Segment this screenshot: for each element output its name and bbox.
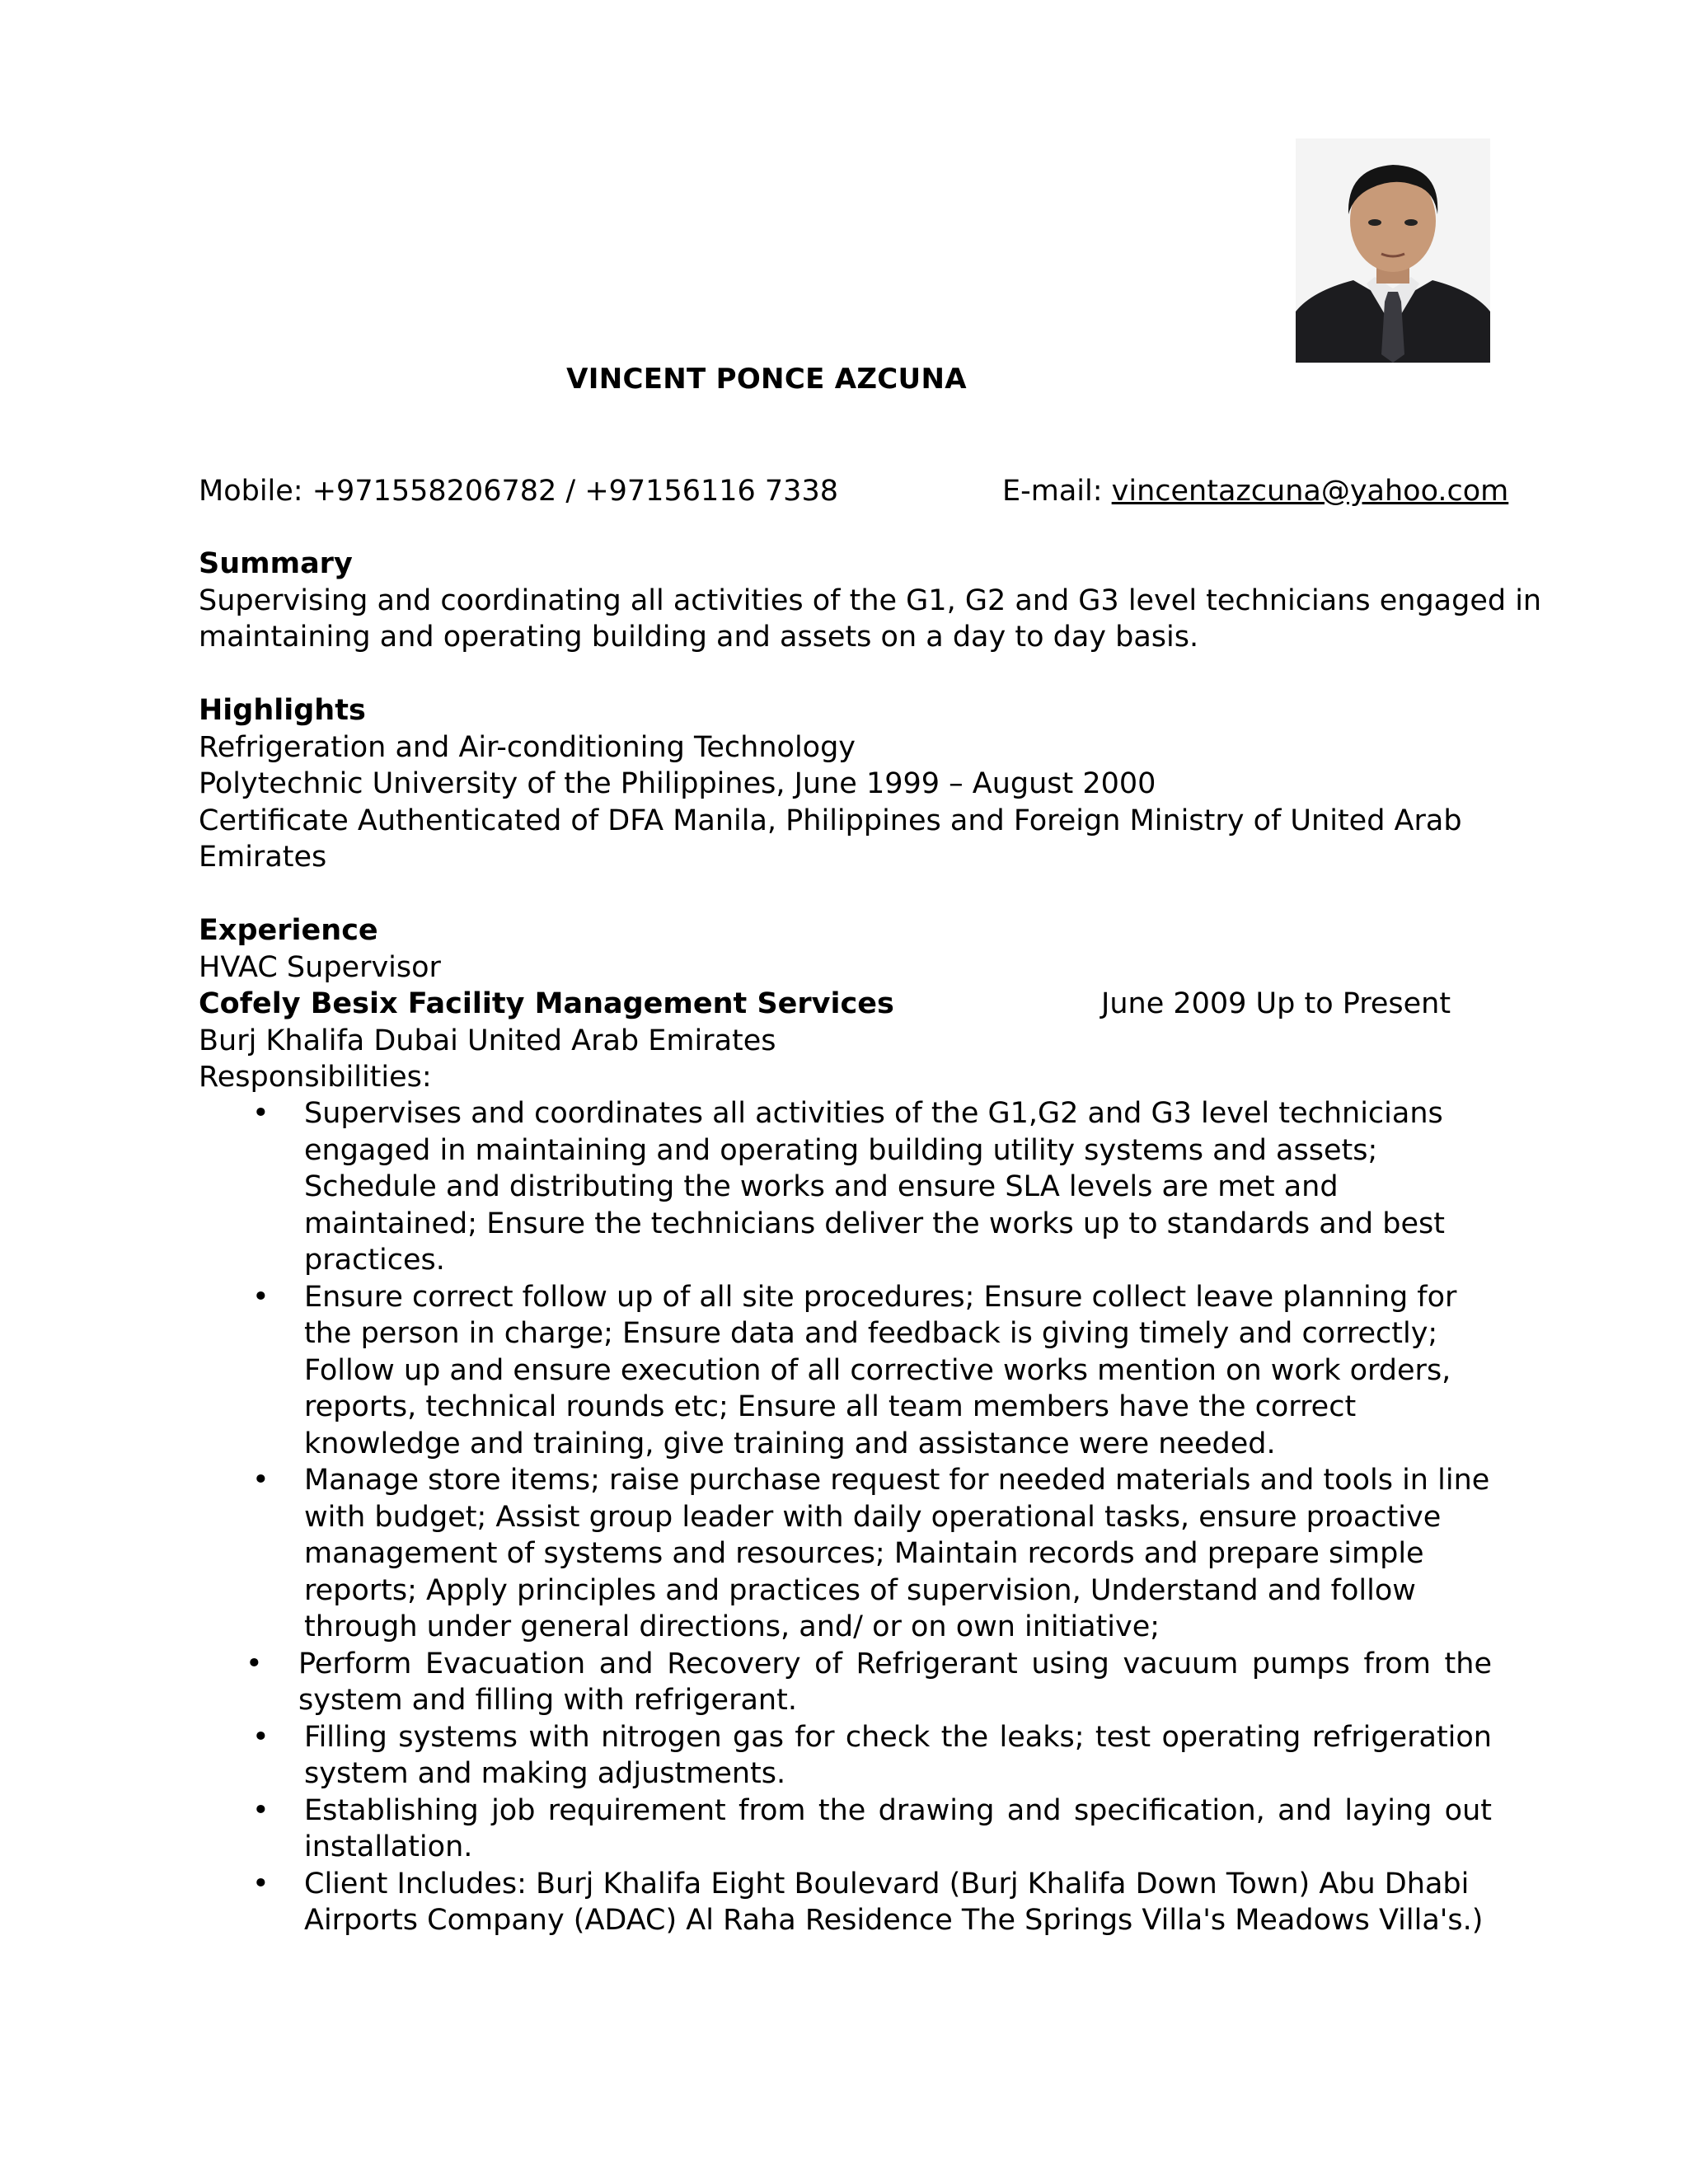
responsibility-item (247, 1279, 1492, 1463)
job-title: HVAC Supervisor (199, 950, 441, 984)
responsibility-item (247, 1866, 1492, 1939)
bullet-icon: • (252, 1097, 270, 1130)
candidate-name: VINCENT PONCE AZCUNA (566, 363, 967, 396)
responsibility-text: Filling systems with nitrogen gas for check the leaks; test operating refrigeration system and making adjustments. (304, 1720, 1492, 1790)
responsibilities-list (247, 1095, 1492, 1939)
responsibility-item (247, 1793, 1492, 1866)
responsibilities-label: Responsibilities: (199, 1061, 432, 1094)
mobile-number: Mobile: +971558206782 / +97156116 7338 (199, 475, 838, 508)
bullet-icon: • (252, 1720, 270, 1754)
responsibility-text: Manage store items; raise purchase request for needed materials and tools in line with budget; Assist group leader with daily operational tasks, ensure proactive management of systems and resources; Maintain records and prepare simple reports; Apply principles and practices of supervision, Understand and follow through under general directions, and/ or on own initiative; (304, 1464, 1490, 1643)
responsibility-item (247, 1719, 1492, 1793)
summary-line: maintaining and operating building and assets on a day to day basis. (199, 621, 1199, 654)
summary-heading: Summary (199, 547, 353, 580)
responsibility-item (247, 1095, 1492, 1279)
summary-section (199, 546, 1542, 656)
bullet-icon: • (252, 1867, 270, 1900)
responsibility-text: Supervises and coordinates all activities of the G1,G2 and G3 level technicians engaged in maintaining and operating building utility systems and assets; Schedule and distributing the works and ensure SLA levels are met and maintained; Ensure the technicians deliver the works up to standards and best practices. (304, 1097, 1445, 1277)
summary-line: Supervising and coordinating all activities of the G1, G2 and G3 level technicians engaged in (199, 583, 1542, 617)
responsibility-text: Perform Evacuation and Recovery of Refrigerant using vacuum pumps from the system and filling with refrigerant. (298, 1647, 1492, 1717)
highlight-line: Emirates (199, 841, 327, 874)
bullet-icon: • (252, 1280, 270, 1314)
responsibility-text: Ensure correct follow up of all site procedures; Ensure collect leave planning for the person in charge; Ensure data and feedback is giving timely and correctly; Follow up and ensure execution of all corrective works mention on work orders, reports, technical rounds etc; Ensure all team members have the correct knowledge and training, give training and assistance were needed. (304, 1280, 1457, 1460)
employment-dates: June 2009 Up to Present (1101, 987, 1451, 1020)
email-label: E-mail: (1002, 475, 1112, 508)
email-link[interactable]: vincentazcuna@yahoo.com (1111, 475, 1509, 508)
profile-photo (1296, 138, 1490, 363)
highlights-section (199, 692, 1497, 876)
responsibility-text: Establishing job requirement from the drawing and specification, and laying out installation. (304, 1793, 1492, 1863)
highlight-line: Polytechnic University of the Philippines, June 1999 – August 2000 (199, 767, 1156, 800)
highlights-heading: Highlights (199, 694, 366, 727)
highlight-line: Refrigeration and Air-conditioning Technology (199, 730, 856, 764)
bullet-icon: • (252, 1793, 270, 1827)
bullet-icon: • (246, 1647, 263, 1680)
responsibility-item (247, 1646, 1492, 1719)
responsibility-text: Client Includes: Burj Khalifa Eight Boulevard (Burj Khalifa Down Town) Abu Dhabi Airports Company (ADAC) Al Raha Residence The Springs Villa's Meadows Villa's.) (304, 1867, 1484, 1937)
experience-section (199, 912, 1497, 1096)
bullet-icon: • (252, 1464, 270, 1497)
responsibility-item (247, 1462, 1492, 1646)
job-location: Burj Khalifa Dubai United Arab Emirates (199, 1024, 776, 1057)
email-line (1002, 473, 1508, 509)
company-name: Cofely Besix Facility Management Services (199, 987, 894, 1020)
experience-heading: Experience (199, 914, 378, 947)
highlight-line: Certificate Authenticated of DFA Manila, Philippines and Foreign Ministry of United Arab (199, 804, 1462, 837)
company-row (199, 986, 1497, 1023)
